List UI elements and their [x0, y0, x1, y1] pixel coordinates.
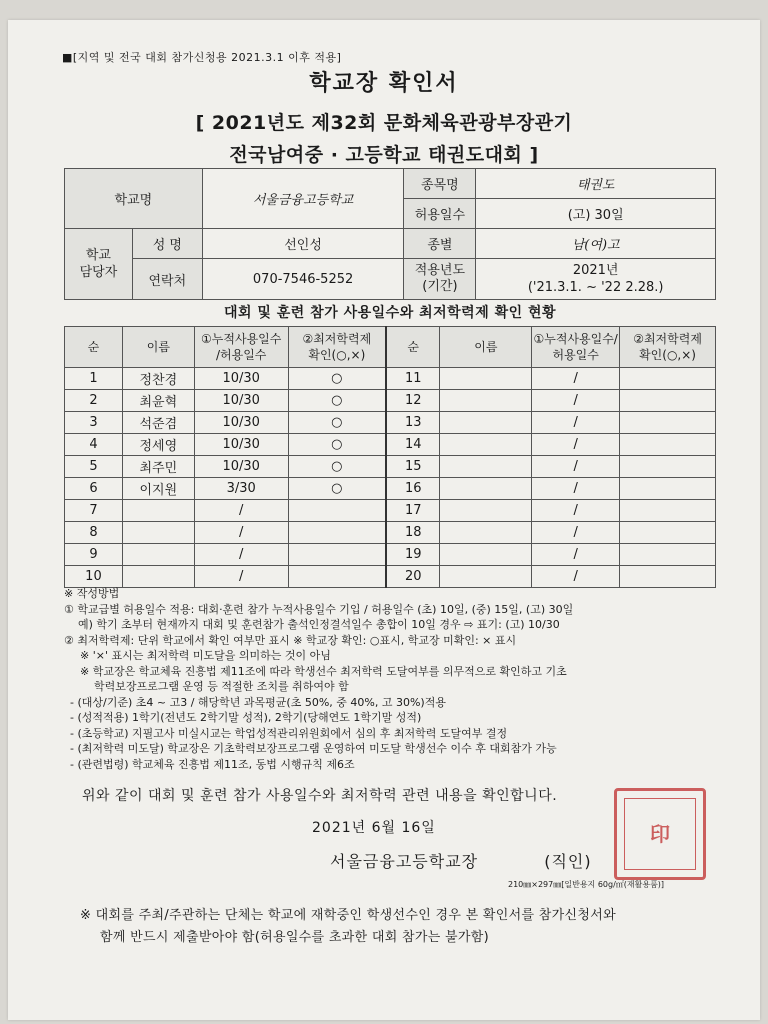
- roster-row: [65, 500, 716, 522]
- name-value: 선인성: [202, 229, 404, 259]
- note-line: ※ 작성방법: [64, 587, 120, 600]
- row-no-right: 17: [386, 500, 440, 522]
- row-no-right: 18: [386, 522, 440, 544]
- row-check: ○: [288, 456, 386, 478]
- period-value: ('21.3.1. ~ '22 2.28.): [527, 280, 664, 295]
- row-check-right: [620, 544, 716, 566]
- row-check-right: [620, 522, 716, 544]
- row-name: 정찬경: [122, 368, 194, 390]
- note-line: 예) 학기 초부터 현재까지 대회 및 훈련참가 출석인정결석일수 총합이 10일 경우 ⇨ 표기: (고) 10/30: [78, 618, 560, 631]
- row-check: [288, 522, 386, 544]
- row-no: 9: [65, 544, 123, 566]
- row-check: [288, 500, 386, 522]
- contact-label: 연락처: [132, 259, 202, 300]
- note-line: ※ 학교장은 학교체육 진흥법 제11조에 따라 학생선수 최저학력 도달여부를 의무적으로 확인하고 기초: [80, 664, 567, 678]
- row-no-right: 12: [386, 390, 440, 412]
- school-value: 서울금융고등학교: [202, 169, 404, 229]
- type-label: 종별: [404, 229, 476, 259]
- row-check: ○: [288, 412, 386, 434]
- roster-row: [65, 478, 716, 500]
- row-days: /: [194, 566, 288, 588]
- header-no-right: 순: [386, 327, 440, 368]
- row-days-right: /: [532, 368, 620, 390]
- row-no-right: 16: [386, 478, 440, 500]
- note-line: 학력보장프로그램 운영 등 적절한 조치를 취하여야 함: [94, 680, 349, 693]
- note-line: - (최저학력 미도달) 학교장은 기초학력보장프로그램 운영하여 미도달 학생선수 이수 후 대회참가 가능: [70, 742, 557, 755]
- event-value: 태권도: [476, 169, 716, 199]
- row-no-right: 13: [386, 412, 440, 434]
- row-no-right: 19: [386, 544, 440, 566]
- row-days-right: /: [532, 434, 620, 456]
- roster-row: [65, 522, 716, 544]
- row-days-right: /: [532, 456, 620, 478]
- roster-row: [65, 566, 716, 588]
- row-no: 7: [65, 500, 123, 522]
- row-check: [288, 566, 386, 588]
- roster-section-title: 대회 및 훈련 참가 사용일수와 최저학력제 확인 현황: [223, 305, 557, 321]
- row-name: [122, 566, 194, 588]
- row-days: 10/30: [194, 434, 288, 456]
- row-days: /: [194, 544, 288, 566]
- note-line: - (관련법령) 학교체육 진흥법 제11조, 동법 시행규칙 제6조: [70, 757, 355, 771]
- row-days: /: [194, 500, 288, 522]
- row-name: 최주민: [122, 456, 194, 478]
- row-name: [122, 544, 194, 566]
- row-name-right: [440, 566, 532, 588]
- note-line: ② 최저학력제: 단위 학교에서 확인 여부만 표시 ※ 학교장 확인: ○표시, 학교장 미확인: × 표시: [64, 633, 517, 647]
- row-days: 3/30: [194, 478, 288, 500]
- row-check: [288, 544, 386, 566]
- row-no: 10: [65, 566, 123, 588]
- row-days: 10/30: [194, 456, 288, 478]
- footer-note: [80, 905, 616, 949]
- row-no: 5: [65, 456, 123, 478]
- row-no-right: 15: [386, 456, 440, 478]
- row-check-right: [620, 478, 716, 500]
- year-cell: [476, 259, 716, 300]
- note-line: - (초등학교) 지필고사 미실시교는 학업성적관리위원회에서 심의 후 최저학력 도달여부 결정: [70, 726, 508, 740]
- roster-row: [65, 390, 716, 412]
- school-label: 학교명: [65, 169, 203, 229]
- header-name: 이름: [122, 327, 194, 368]
- header-min-academic: ②최저학력제 확인(○,×): [288, 327, 386, 368]
- row-no: 2: [65, 390, 123, 412]
- row-no: 6: [65, 478, 123, 500]
- row-check-right: [620, 434, 716, 456]
- confirm-statement: 위와 같이 대회 및 훈련 참가 사용일수와 최저학력 관련 내용을 확인합니다.: [82, 788, 558, 804]
- row-name: 정세영: [122, 434, 194, 456]
- roster-row: [65, 368, 716, 390]
- row-name-right: [440, 412, 532, 434]
- row-check: ○: [288, 390, 386, 412]
- issue-date: 2021년 6월 16일: [312, 820, 436, 836]
- note-line: ※ '×' 표시는 최저학력 미도달을 의미하는 것이 아님: [80, 649, 331, 662]
- row-days-right: /: [532, 500, 620, 522]
- allowed-days-label: 허용일수: [404, 199, 476, 229]
- row-check-right: [620, 390, 716, 412]
- paper-spec: 210㎜×297㎜[일반용지 60g/㎡(재활용품)]: [508, 880, 665, 889]
- official-seal-stamp: [614, 788, 706, 880]
- note-line: - (성적적용) 1학기(전년도 2학기말 성적), 2학기(당해연도 1학기말 성적): [70, 711, 422, 724]
- signer-line: [330, 849, 592, 872]
- row-no: 8: [65, 522, 123, 544]
- row-days-right: /: [532, 478, 620, 500]
- row-no-right: 14: [386, 434, 440, 456]
- roster-row: [65, 434, 716, 456]
- row-no-right: 20: [386, 566, 440, 588]
- roster-header-row: [65, 327, 716, 368]
- row-check-right: [620, 368, 716, 390]
- row-days-right: /: [532, 544, 620, 566]
- row-name-right: [440, 456, 532, 478]
- row-name: 이지원: [122, 478, 194, 500]
- row-days: 10/30: [194, 368, 288, 390]
- document-title: 학교장 확인서: [309, 71, 459, 96]
- header-days: ①누적사용일수 /허용일수: [194, 327, 288, 368]
- roster-row: [65, 412, 716, 434]
- row-check: ○: [288, 368, 386, 390]
- allowed-days-value: (고) 30일: [476, 199, 716, 229]
- row-days: /: [194, 522, 288, 544]
- row-days-right: /: [532, 412, 620, 434]
- row-check-right: [620, 456, 716, 478]
- event-label: 종목명: [404, 169, 476, 199]
- contact-value: 070-7546-5252: [202, 259, 404, 300]
- year-value: 2021년: [572, 263, 619, 278]
- row-days: 10/30: [194, 390, 288, 412]
- header-no: 순: [65, 327, 123, 368]
- note-line: ① 학교급별 허용일수 적용: 대회·훈련 참가 누적사용일수 기입 / 허용일수 (초) 10일, (중) 15일, (고) 30일: [64, 602, 574, 616]
- row-check: ○: [288, 434, 386, 456]
- row-no: 3: [65, 412, 123, 434]
- subtitle-line2: 전국남여중 · 고등학교 태권도대회 ]: [229, 144, 539, 166]
- row-check-right: [620, 500, 716, 522]
- seal-label: (직인): [544, 852, 592, 871]
- row-name: 석준겸: [122, 412, 194, 434]
- row-name: 최윤혁: [122, 390, 194, 412]
- school-info-table: [64, 168, 716, 300]
- note-line: - (대상/기준) 초4 ~ 고3 / 해당학년 과목평균(초 50%, 중 40%, 고 30%)적용: [70, 695, 446, 709]
- year-label: 적용년도 (기간): [404, 259, 476, 300]
- row-name-right: [440, 500, 532, 522]
- footer-line-2: 함께 반드시 제출받아야 함(허용일수를 초과한 대회 참가는 불가함): [100, 930, 489, 945]
- row-days-right: /: [532, 390, 620, 412]
- row-name: [122, 500, 194, 522]
- row-days-right: /: [532, 522, 620, 544]
- row-name: [122, 522, 194, 544]
- roster-row: [65, 544, 716, 566]
- row-check: ○: [288, 478, 386, 500]
- staff-label: 학교 담당자: [65, 229, 133, 300]
- signer-name: 서울금융고등학교장: [330, 852, 479, 871]
- row-name-right: [440, 522, 532, 544]
- row-name-right: [440, 478, 532, 500]
- row-name-right: [440, 434, 532, 456]
- roster-row: [65, 456, 716, 478]
- row-days: 10/30: [194, 412, 288, 434]
- row-check-right: [620, 566, 716, 588]
- footer-line-1: ※ 대회를 주최/주관하는 단체는 학교에 재학중인 학생선수인 경우 본 확인서를 참가신청서와: [80, 908, 616, 923]
- instructions-notes: [64, 586, 724, 772]
- header-name-right: 이름: [440, 327, 532, 368]
- row-no: 4: [65, 434, 123, 456]
- name-label: 성 명: [132, 229, 202, 259]
- row-name-right: [440, 390, 532, 412]
- row-days-right: /: [532, 566, 620, 588]
- row-check-right: [620, 412, 716, 434]
- row-no-right: 11: [386, 368, 440, 390]
- row-name-right: [440, 368, 532, 390]
- type-value: 남(여)고: [476, 229, 716, 259]
- row-no: 1: [65, 368, 123, 390]
- header-min-academic-right: ②최저학력제 확인(○,×): [620, 327, 716, 368]
- row-name-right: [440, 544, 532, 566]
- subtitle-line1: [ 2021년도 제32회 문화체육관광부장관기: [195, 112, 573, 134]
- roster-table: [64, 326, 716, 588]
- header-note: ■[지역 및 전국 대회 참가신청용 2021.3.1 이후 적용]: [62, 51, 342, 64]
- header-days-right: ①누적사용일수/ 허용일수: [532, 327, 620, 368]
- seal-inner: 印: [624, 798, 696, 870]
